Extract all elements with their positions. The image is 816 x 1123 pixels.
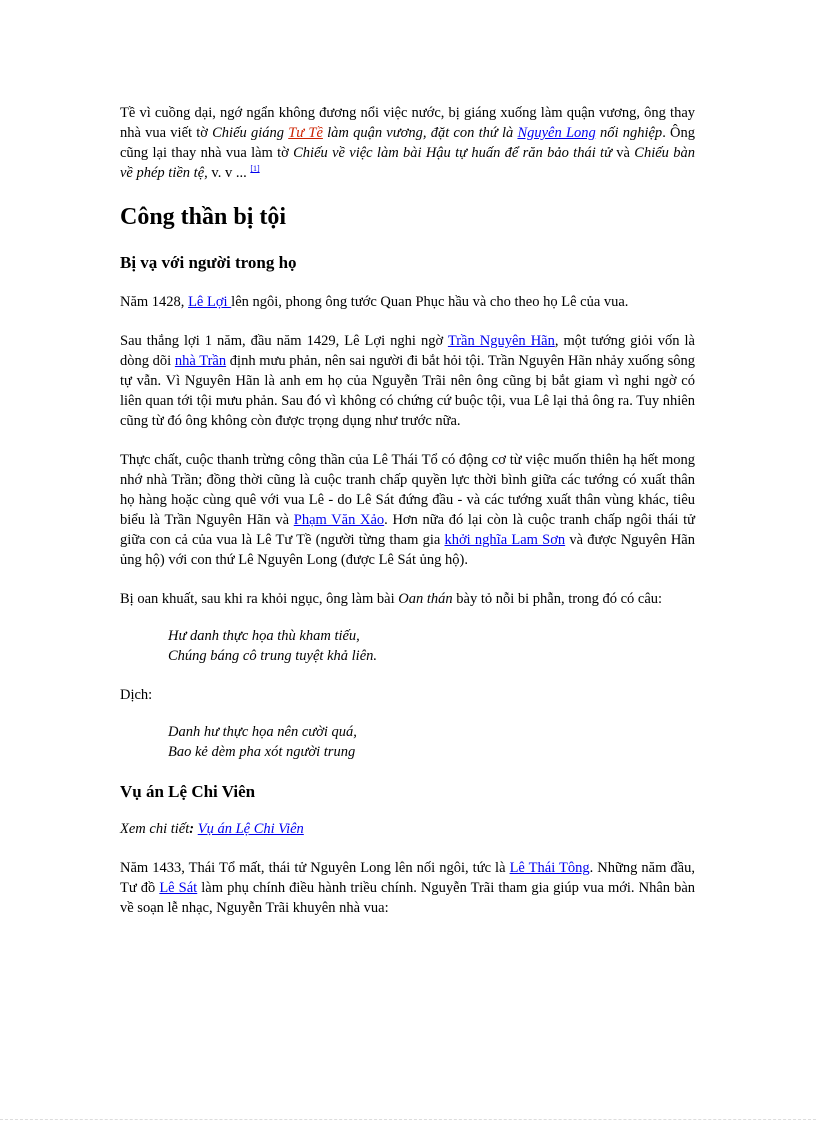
poem-line: Bao kẻ dèm pha xót người trung (168, 744, 356, 760)
section-title: Công thần bị tội (120, 204, 287, 230)
link-le-thai-tong[interactable]: Lê Thái Tông (509, 860, 590, 876)
paragraph-oan-than (120, 589, 695, 609)
link-tran-nguyen-han[interactable]: Trần Nguyên Hãn (447, 333, 555, 349)
text: lên ngôi, phong ông tước Quan Phục hầu và cho theo họ Lê của vua. (231, 294, 629, 310)
paragraph-intro (120, 103, 695, 183)
text: Năm 1428, (120, 294, 189, 310)
italic-text: Xem chi tiết (120, 821, 190, 837)
link-nguyen-long[interactable]: Nguyên Long (517, 125, 596, 141)
poem-line: Hư danh thực họa thù kham tiếu, (168, 628, 360, 644)
paragraph-1433 (120, 858, 695, 918)
text: . Ông cũng lại thay nhà vua làm tờ (120, 125, 695, 161)
document-page (120, 103, 695, 937)
translation-label: Dịch: (120, 687, 153, 703)
link-nha-tran[interactable]: nhà Trần (174, 353, 227, 369)
text: Thực chất, cuộc thanh trừng công thần của Lê Thái Tổ có động cơ từ việc muốn thiên hạ hết mong nhớ nhà Trần; đồng thời cũng là cuộc tranh chấp quyền lực thời bình giữa các tướng có xuất thân họ hàng hoặc cùng quê với vua Lê - do Lê Sát đứng đầu - và các tướng xuất thân vùng khác, tiêu biểu là Trần Nguyên Hãn và (120, 452, 695, 528)
text: , một tướng giỏi vốn là dòng dõi (120, 333, 695, 369)
text: Năm 1433, Thái Tổ mất, thái tử Nguyên Long lên nối ngôi, tức là (120, 860, 510, 876)
see-details (120, 819, 695, 839)
italic-text: Chiếu về việc làm bài Hậu tự huấn để răn bảo thái tử (293, 145, 612, 161)
text: , v. v ... (204, 165, 251, 181)
italic-text: nối nghiệp (595, 125, 663, 141)
page-bottom-border (0, 1119, 816, 1120)
paragraph-1428 (120, 292, 695, 312)
text: và được Nguyên Hãn ủng hộ) với con thứ Lê Nguyên Long (được Lê Sát ủng hộ). (120, 532, 695, 568)
text: Sau thắng lợi 1 năm, đầu năm 1429, Lê Lợi nghi ngờ (120, 333, 448, 349)
italic-text: Chiếu giáng (212, 125, 289, 141)
poem-line: Chúng báng cô trung tuyệt khả liên. (168, 648, 378, 664)
text: định mưu phản, nên sai người đi bắt hỏi tội. Trần Nguyên Hãn nhảy xuống sông tự vẫn. Vì Nguyên Hãn là anh em họ của Nguyễn Trãi nên ông cũng bị bắt giam vì nghi ngờ có liên quan tới tội mưu phản. Sau đó vì không có chứng cứ buộc tội, vua Lê lại thả ông ra. Tuy nhiên cũng từ đó ông không còn được trọng dụng như trước nữa. (120, 353, 695, 429)
text: làm phụ chính điều hành triều chính. Nguyễn Trãi tham gia giúp vua mới. Nhân bàn về soạn lễ nhạc, Nguyễn Trãi khuyên nhà vua: (120, 880, 696, 916)
poem-translation (168, 722, 695, 762)
italic-text: Oan thán (398, 591, 453, 607)
colon: : (189, 821, 198, 837)
text: Tề vì cuồng dại, ngớ ngẩn không đương nổi việc nước, bị giáng xuống làm quận vương, ông thay nhà vua viết tờ (120, 105, 695, 141)
link-vu-an-le-chi-vien[interactable]: Vụ án Lệ Chi Viên (197, 821, 304, 837)
subsection-title-le-chi-vien: Vụ án Lệ Chi Viên (120, 782, 256, 801)
text: bày tỏ nỗi bi phẫn, trong đó có câu: (452, 591, 663, 607)
link-khoi-nghia-lam-son[interactable]: khởi nghĩa Lam Sơn (444, 532, 566, 548)
link-le-sat[interactable]: Lê Sát (159, 880, 198, 896)
footnote-ref-1[interactable]: [1] (250, 164, 260, 174)
text: Bị oan khuất, sau khi ra khỏi ngục, ông làm bài (120, 591, 399, 607)
italic-text: làm quận vương, đặt con thứ là (322, 125, 518, 141)
poem-original (168, 626, 695, 666)
link-pham-van-xao[interactable]: Phạm Văn Xảo (293, 512, 385, 528)
subsection-title-family: Bị vạ với người trong họ (120, 253, 297, 272)
link-tu-te[interactable]: Tư Tề (288, 125, 323, 141)
paragraph-purge (120, 450, 695, 570)
text: . Hơn nữa đó lại còn là cuộc tranh chấp ngôi thái tử giữa con cả của vua là Lê Tư Tề (người từng tham gia (120, 512, 695, 548)
link-le-loi[interactable]: Lê Lợi (188, 294, 232, 310)
paragraph-1429 (120, 331, 695, 431)
italic-text: Chiếu bàn về phép tiền tệ (120, 145, 695, 181)
poem-line: Danh hư thực họa nên cười quá, (168, 724, 357, 740)
text: và (611, 145, 635, 161)
text: . Những năm đầu, Tư đồ (120, 860, 695, 896)
